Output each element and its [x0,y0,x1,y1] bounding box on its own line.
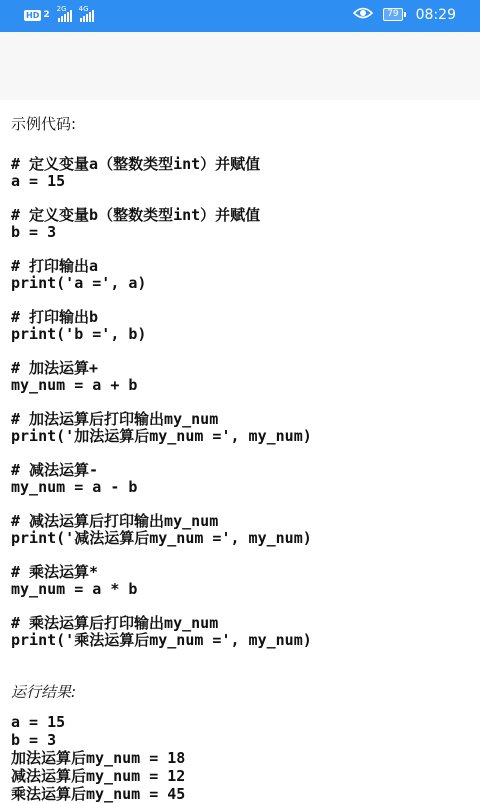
intro-label: 示例代码: [11,115,77,133]
network-type-1: 2G [56,5,67,13]
result-label: 运行结果: [11,683,77,701]
code-line: print('乘法运算后my_num =', my_num) [11,631,312,649]
code-line: a = 15 [11,172,66,190]
code-comment-line: # 定义变量a（整数类型int）并赋值 [11,155,261,173]
code-line: print('b =', b) [11,325,147,343]
code-blank-line [11,547,471,564]
code-line: print('a =', a) [11,274,147,292]
code-block [11,156,471,649]
status-bar [0,0,480,32]
code-blank-line [11,598,471,615]
output-block [11,713,471,803]
signal-icon-1 [56,5,72,22]
code-blank-line [11,241,471,258]
code-comment-line: # 打印输出a [11,257,99,275]
code-blank-line [11,292,471,309]
code-blank-line [11,496,471,513]
code-line: my_num = a - b [11,478,138,496]
code-comment-line: # 乘法运算后打印输出my_num [11,614,219,632]
eye-icon [353,6,373,23]
output-line: 减法运算后my_num = 12 [11,767,186,785]
code-comment-line: # 乘法运算* [11,563,99,581]
code-blank-line [11,394,471,411]
code-comment-line: # 加法运算后打印输出my_num [11,410,219,428]
hd-number: 2 [43,10,50,20]
code-line: print('减法运算后my_num =', my_num) [11,529,312,547]
code-line: b = 3 [11,223,57,241]
hd-label: HD [26,10,40,20]
article-content [11,110,471,803]
clock: 08:29 [415,6,456,23]
code-line: my_num = a * b [11,580,138,598]
code-comment-line: # 定义变量b（整数类型int）并赋值 [11,206,261,224]
code-blank-line [11,190,471,207]
status-left [24,5,94,22]
hd-badge [24,10,50,21]
battery-level: 79 [383,8,402,21]
code-blank-line [11,445,471,462]
code-comment-line: # 减法运算后打印输出my_num [11,512,219,530]
code-line: my_num = a + b [11,376,138,394]
status-right [353,6,456,23]
signal-icon-2 [78,5,94,22]
code-line: print('加法运算后my_num =', my_num) [11,427,312,445]
output-line: a = 15 [11,713,66,731]
code-comment-line: # 减法运算- [11,461,99,479]
code-comment-line: # 加法运算+ [11,359,99,377]
code-blank-line [11,343,471,360]
output-line: b = 3 [11,731,57,749]
network-type-2: 4G [78,5,89,13]
battery-icon [383,8,405,21]
code-comment-line: # 打印输出b [11,308,99,326]
output-line: 乘法运算后my_num = 45 [11,785,186,803]
header-area [0,32,480,100]
output-line: 加法运算后my_num = 18 [11,749,186,767]
